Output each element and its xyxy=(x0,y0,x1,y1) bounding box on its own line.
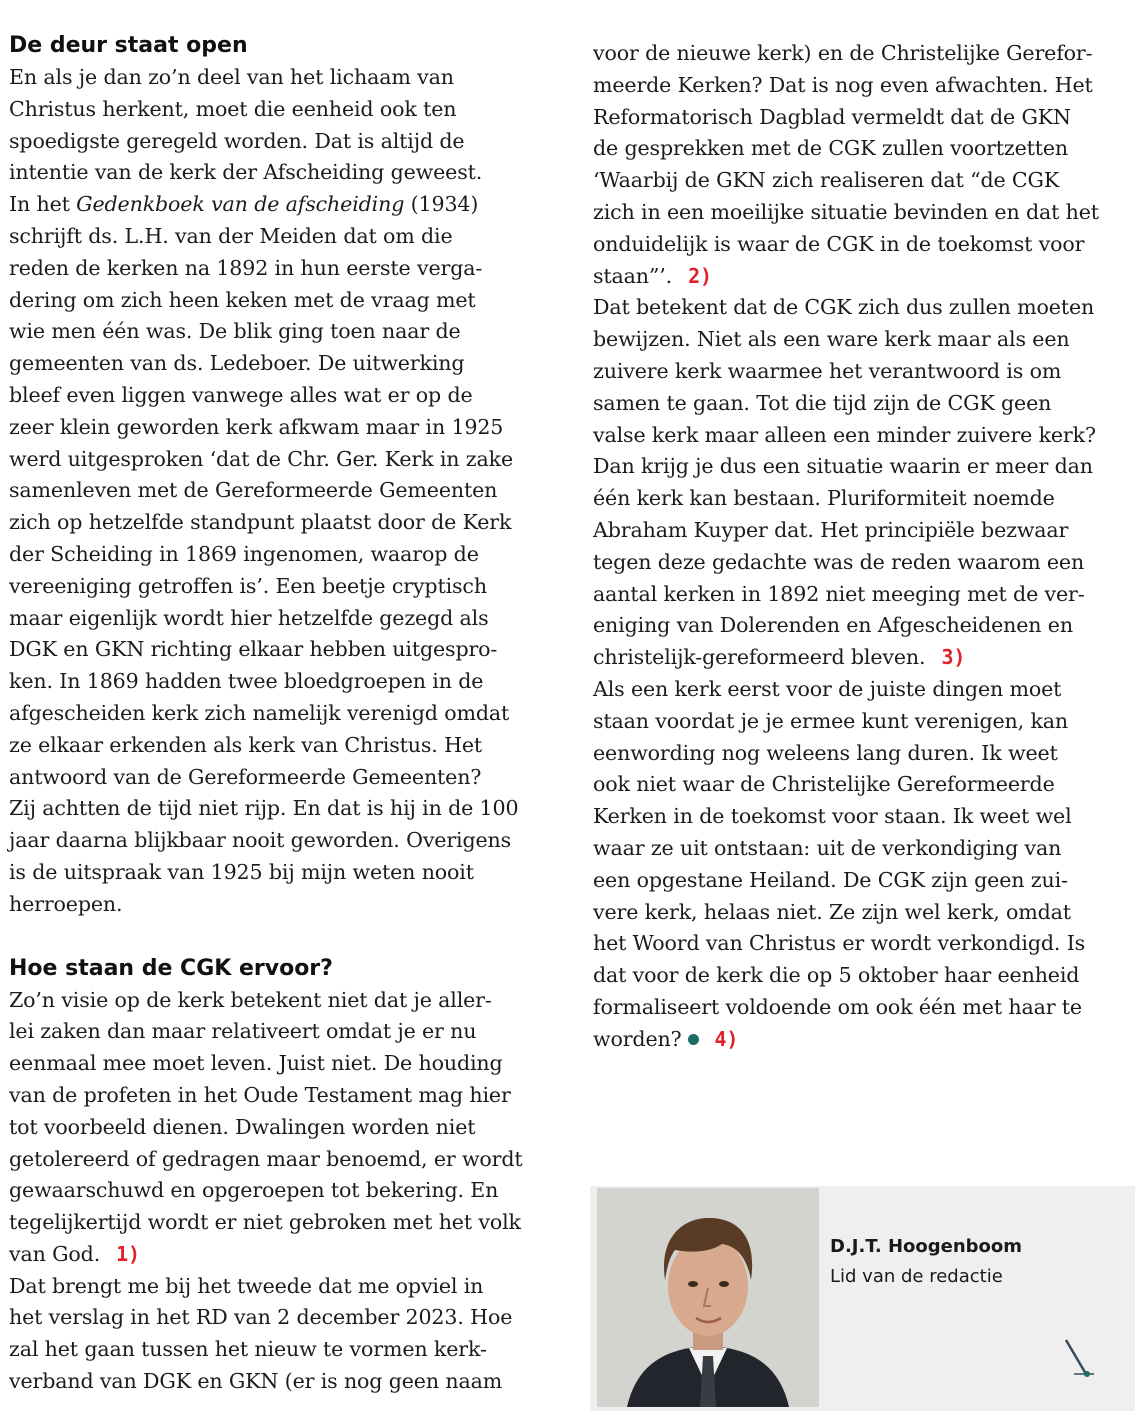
paragraph-line: herroepen. xyxy=(9,891,123,916)
paragraph-line: van de profeten in het Oude Testament mag hier xyxy=(9,1082,511,1107)
paragraph-line: getolereerd of gedragen maar benoemd, er wordt xyxy=(9,1146,523,1171)
paragraph-line: één kerk kan bestaan. Pluriformiteit noemde xyxy=(593,486,1055,511)
paragraph-line: reden de kerken na 1892 in hun eerste verga- xyxy=(9,255,483,280)
right-paragraph-1 xyxy=(593,38,1138,261)
paragraph-line: tegelijkertijd wordt er niet gebroken met het volk xyxy=(9,1210,521,1235)
paragraph-line: spoedigste geregeld worden. Dat is altijd de xyxy=(9,128,465,153)
paragraph-line: En als je dan zo’n deel van het lichaam van xyxy=(9,65,454,89)
paragraph-line: is de uitspraak van 1925 bij mijn weten nooit xyxy=(9,859,474,884)
paragraph-line: tot voorbeeld dienen. Dwalingen worden niet xyxy=(9,1114,476,1139)
paragraph-line: bewijzen. Niet als een ware kerk maar als een xyxy=(593,327,1070,352)
author-name: D.J.T. Hoogenboom xyxy=(830,1236,1023,1257)
section2-paragraph xyxy=(9,985,569,1239)
paragraph-line: zuivere kerk waarmee het verantwoord is om xyxy=(593,358,1062,383)
paragraph-line: voor de nieuwe kerk) en de Christelijke Gerefor- xyxy=(593,41,1093,65)
paragraph-line: der Scheiding in 1869 ingenomen, waarop de xyxy=(9,541,479,566)
paragraph-line: zich op hetzelfde standpunt plaatst door de Kerk xyxy=(9,510,512,535)
paragraph-line: lei zaken dan maar relativeert omdat je er nu xyxy=(9,1019,477,1044)
paragraph-line: Dat brengt me bij het tweede dat me opviel in xyxy=(9,1273,484,1298)
paragraph-line: waar ze uit ontstaan: uit de verkondiging van xyxy=(593,835,1062,860)
paragraph-line: Zij achtten de tijd niet rijp. En dat is hij in de 100 xyxy=(9,796,519,821)
paragraph-line: schrijft ds. L.H. van der Meiden dat om die xyxy=(9,223,453,248)
right-paragraph-3 xyxy=(593,674,1138,1024)
paragraph-line: Abraham Kuyper dat. Het principiële bezwaar xyxy=(593,517,1069,542)
paragraph-line: zeer klein geworden kerk afkwam maar in 1925 xyxy=(9,414,504,439)
section-heading-hoe-staan-de-cgk: Hoe staan de CGK ervoor? xyxy=(9,955,333,981)
paragraph-line: staan voordat je je ermee kunt verenigen, kan xyxy=(593,708,1069,733)
paragraph-line: vere kerk, helaas niet. Ze zijn wel kerk, omdat xyxy=(593,899,1071,924)
paragraph-line: formaliseert voldoende om ook één met haar te xyxy=(593,994,1082,1019)
paragraph-line: dering om zich heen keken met de vraag met xyxy=(9,287,476,312)
paragraph-line: afgescheiden kerk zich namelijk verenigd omdat xyxy=(9,700,510,725)
annotation-marker-4: 4) xyxy=(714,1026,739,1051)
paragraph-line: Reformatorisch Dagblad vermeldt dat de GKN xyxy=(593,104,1071,129)
book-title: Gedenkboek van de afscheiding xyxy=(76,192,405,217)
paragraph-line: Christus herkent, moet die eenheid ook ten xyxy=(9,96,457,121)
paragraph-line: eniging van Dolerenden en Afgescheidenen en xyxy=(593,613,1073,638)
end-of-article-dot-icon xyxy=(688,1034,699,1045)
section1-paragraph-cont xyxy=(9,221,569,921)
author-box xyxy=(590,1186,1135,1411)
paragraph-line: bleef even liggen vanwege alles wat er op de xyxy=(9,382,473,407)
pen-mark-icon xyxy=(1060,1336,1100,1386)
paragraph-line: jaar daarna blijkbaar nooit geworden. Overigens xyxy=(9,828,512,853)
annotation-marker-3: 3) xyxy=(941,645,966,670)
paragraph-line: wie men één was. De blik ging toen naar de xyxy=(9,319,461,344)
paragraph-line-marker1: van God. 1) xyxy=(9,1241,140,1266)
paragraph-line-marker4: worden? 4) xyxy=(593,1026,739,1051)
author-portrait xyxy=(597,1188,819,1407)
paragraph-line: het verslag in het RD van 2 december 2023. Hoe xyxy=(9,1305,513,1330)
paragraph-line-marker2: staan”’. 2) xyxy=(593,263,712,288)
paragraph-line: samen te gaan. Tot die tijd zijn de CGK geen xyxy=(593,390,1052,415)
paragraph-line: een opgestane Heiland. De CGK zijn geen zui- xyxy=(593,867,1068,892)
paragraph-line: samenleven met de Gereformeerde Gemeenten xyxy=(9,478,498,503)
paragraph-line: eenmaal mee moet leven. Juist niet. De houding xyxy=(9,1051,503,1076)
paragraph-line: gewaarschuwd en opgeroepen tot bekering. En xyxy=(9,1178,499,1203)
paragraph-line: tegen deze gedachte was de reden waarom een xyxy=(593,549,1085,574)
paragraph-line: Als een kerk eerst voor de juiste dingen moet xyxy=(593,676,1062,701)
paragraph-line: het Woord van Christus er wordt verkondigd. Is xyxy=(593,931,1086,956)
paragraph-line: DGK en GKN richting elkaar hebben uitgespro- xyxy=(9,637,498,662)
paragraph-line: Dat betekent dat de CGK zich dus zullen moeten xyxy=(593,295,1095,320)
paragraph-line: onduidelijk is waar de CGK in de toekomst voor xyxy=(593,231,1085,256)
paragraph-line: Dan krijg je dus een situatie waarin er meer dan xyxy=(593,454,1093,479)
paragraph-line: valse kerk maar alleen een minder zuivere kerk? xyxy=(593,422,1096,447)
annotation-marker-2: 2) xyxy=(688,263,712,288)
paragraph-line: vereeniging getroffen is’. Een beetje cryptisch xyxy=(9,573,487,598)
paragraph-line: zich in een moeilijke situatie bevinden en dat het xyxy=(593,199,1099,224)
paragraph-line: verband van DGK en GKN (er is nog geen naam xyxy=(9,1369,503,1394)
paragraph-line: maar eigenlijk wordt hier hetzelfde gezegd als xyxy=(9,605,489,630)
paragraph-line: ‘Waarbij de GKN zich realiseren dat “de CGK xyxy=(593,168,1060,193)
author-portrait-illustration xyxy=(597,1188,819,1407)
paragraph-line: aantal kerken in 1892 niet meeging met de ver- xyxy=(593,581,1085,606)
paragraph-line: antwoord van de Gereformeerde Gemeenten? xyxy=(9,764,482,789)
section3-paragraph xyxy=(9,1271,569,1398)
paragraph-line: intentie van de kerk der Afscheiding geweest. xyxy=(9,160,483,185)
paragraph-line: de gesprekken met de CGK zullen voortzetten xyxy=(593,136,1069,161)
paragraph-line-marker3: christelijk-gereformeerd bleven. 3) xyxy=(593,645,966,670)
paragraph-line: Zo’n visie op de kerk betekent niet dat je aller- xyxy=(9,987,492,1012)
paragraph-line: zal het gaan tussen het nieuw te vormen kerk- xyxy=(9,1337,487,1362)
right-column xyxy=(593,38,1138,1056)
paragraph-line: meerde Kerken? Dat is nog even afwachten. Het xyxy=(593,72,1093,97)
paragraph-line: eenwording nog weleens lang duren. Ik weet xyxy=(593,740,1058,765)
paragraph-line: ook niet waar de Christelijke Gereformeerde xyxy=(593,772,1055,797)
paragraph-line: gemeenten van ds. Ledeboer. De uitwerking xyxy=(9,351,465,376)
author-role: Lid van de redactie xyxy=(830,1266,1003,1287)
paragraph-line: ken. In 1869 hadden twee bloedgroepen in de xyxy=(9,669,484,694)
paragraph-line-italic: In het Gedenkboek van de afscheiding (1934) xyxy=(9,192,479,217)
paragraph-line: Kerken in de toekomst voor staan. Ik weet wel xyxy=(593,804,1072,829)
section-heading-de-deur-staat-open: De deur staat open xyxy=(9,33,248,58)
right-paragraph-2 xyxy=(593,292,1138,642)
left-column xyxy=(9,30,569,1398)
section1-paragraph xyxy=(9,62,569,189)
paragraph-line: werd uitgesproken ‘dat de Chr. Ger. Kerk in zake xyxy=(9,446,513,471)
paragraph-line: ze elkaar erkenden als kerk van Christus. Het xyxy=(9,732,483,757)
annotation-marker-1: 1) xyxy=(116,1241,140,1266)
paragraph-line: dat voor de kerk die op 5 oktober haar eenheid xyxy=(593,963,1080,988)
